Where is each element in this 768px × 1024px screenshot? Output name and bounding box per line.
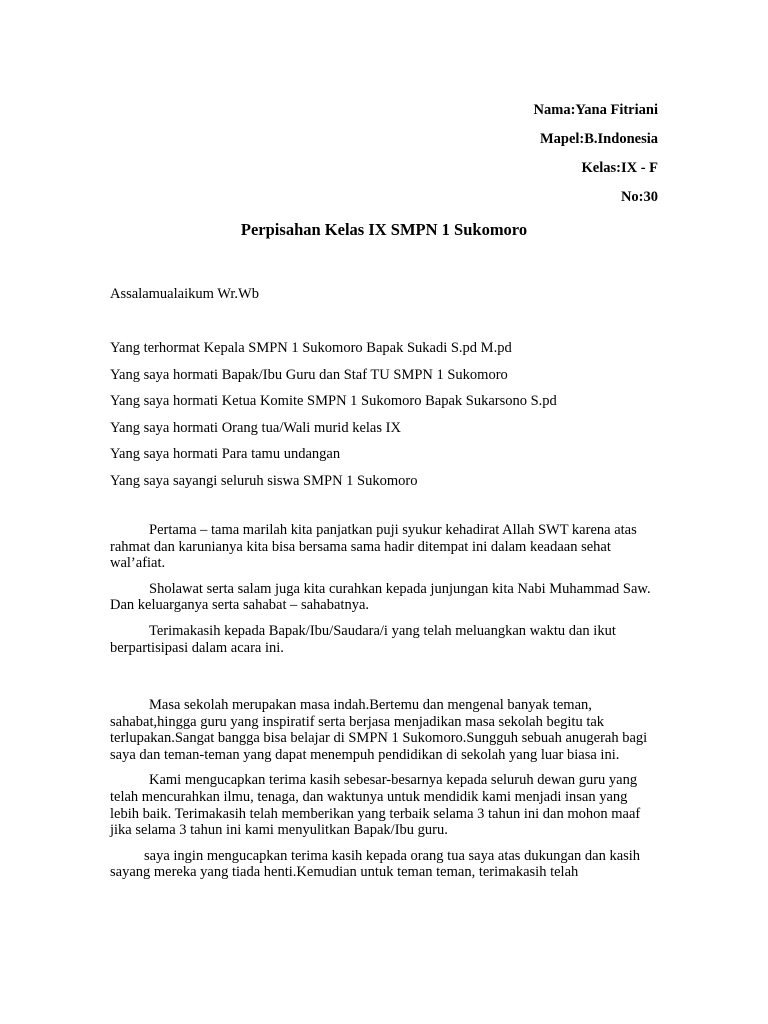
paragraph: Pertama – tama marilah kita panjatkan puji syukur kehadirat Allah SWT karena atas rahmat dan karunianya kita bisa bersama sama hadir ditempat ini dalam keadaan sehat wal’afiat. bbox=[110, 522, 637, 572]
class: Kelas:IX - F bbox=[581, 160, 658, 176]
main-paragraphs bbox=[110, 697, 656, 890]
paragraph: Terimakasih kepada Bapak/Ibu/Saudara/i yang telah meluangkan waktu dan ikut berpartisipasi dalam acara ini. bbox=[110, 622, 616, 656]
salutation-line: Yang saya hormati Para tamu undangan bbox=[110, 446, 341, 462]
student-name: Nama:Yana Fitriani bbox=[533, 102, 658, 118]
paragraph: Masa sekolah merupakan masa indah.Bertemu dan mengenal banyak teman, sahabat,hingga guru yang inspiratif serta berjasa menjadikan masa sekolah begitu tak terlupakan.Sangat bangga bisa belajar di SMPN 1 Sukomoro.Sungguh sebuah anugerah bagi saya dan teman-teman yang dapat menempuh pendidikan di sekolah yang luar biasa ini. bbox=[110, 697, 648, 763]
salutation-line: Yang terhormat Kepala SMPN 1 Sukomoro Bapak Sukadi S.pd M.pd bbox=[110, 340, 512, 356]
salutation-list bbox=[110, 339, 557, 498]
salutation-line: Yang saya hormati Bapak/Ibu Guru dan Staf TU SMPN 1 Sukomoro bbox=[110, 366, 508, 383]
greeting: Assalamualaikum Wr.Wb bbox=[110, 286, 259, 302]
student-info-block bbox=[534, 101, 658, 217]
paragraph: Sholawat serta salam juga kita curahkan kepada junjungan kita Nabi Muhammad Saw. Dan keluarganya serta sahabat – sahabatnya. bbox=[110, 580, 651, 614]
subject: Mapel:B.Indonesia bbox=[539, 131, 658, 147]
opening-paragraphs bbox=[110, 522, 656, 665]
salutation-line: Yang saya hormati Orang tua/Wali murid kelas IX bbox=[110, 419, 401, 436]
salutation-line: Yang saya sayangi seluruh siswa SMPN 1 Sukomoro bbox=[110, 472, 418, 489]
salutation-line: Yang saya hormati Ketua Komite SMPN 1 Sukomoro Bapak Sukarsono S.pd bbox=[110, 393, 557, 409]
paragraph: saya ingin mengucapkan terima kasih kepada orang tua saya atas dukungan dan kasih sayang mereka yang tiada henti.Kemudian untuk teman teman, terimakasih telah bbox=[110, 847, 641, 881]
document-title: Perpisahan Kelas IX SMPN 1 Sukomoro bbox=[240, 220, 528, 239]
student-number: No:30 bbox=[620, 189, 658, 205]
paragraph: Kami mengucapkan terima kasih sebesar-besarnya kepada seluruh dewan guru yang telah mencurahkan ilmu, tenaga, dan waktunya untuk mendidik kami menjadi insan yang lebih baik. Terimakasih telah memberikan yang terbaik selama 3 tahun ini dan mohon maaf jika selama 3 tahun ini kami menyulitkan Bapak/Ibu guru. bbox=[110, 772, 641, 839]
